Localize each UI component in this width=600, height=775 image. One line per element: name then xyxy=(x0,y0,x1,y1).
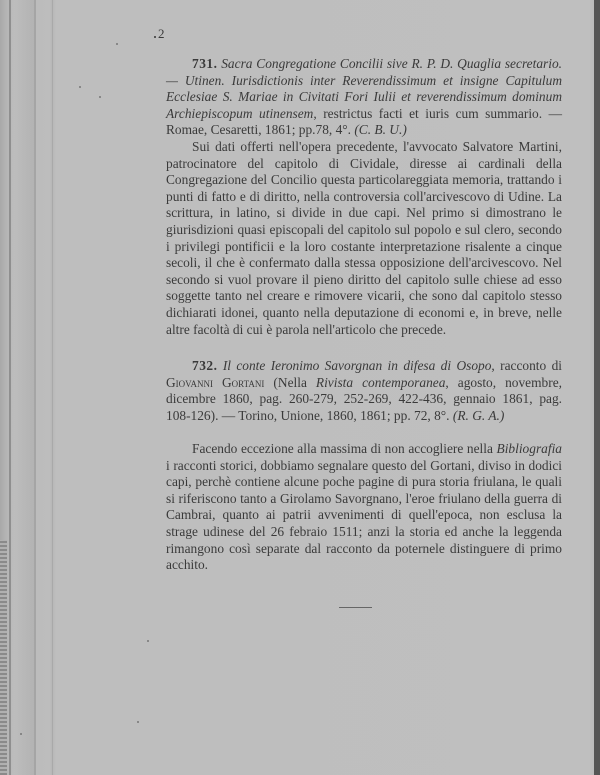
paper-speck xyxy=(20,733,22,735)
entry-title: Sacra Congregatione Concilii sive R. P. D. Quaglia secretario.— Utinen. Iurisdictionis inter Reverendissimum et insigne Capitulum Ecclesiae S. Mariae in Civitati Fori Iulii et reverendissimum dominum Archiepiscopum utinensem xyxy=(166,56,562,121)
ink-dot xyxy=(154,36,156,38)
entry-731-summary xyxy=(166,139,562,338)
entry-title: Il conte Ieronimo Savorgnan in difesa di Osopo xyxy=(222,358,492,373)
summary-text: Sui dati offerti nell'opera precedente, l'avvocato Salvatore Martini, patrocinatore del capitolo di Cividale, diresse ai cardinali della Congregazione del Concilio questa particolareggiata memoria, trattando i punti di fatto e di diritto, nella controversia coll'arcivescovo di Udine. La scrittura, in latino, si divide in due capi. Nel primo si dimostrano le giurisdizioni quasi episcopali del capitolo sul popolo e sul clero, secondo i privilegi pontificii e la loro costante interpretazione risalente a cinque secoli, il che è confermato dalla stessa opposizione dell'arcivescovo. Nel secondo si vuol provare il pieno diritto del capitolo sulle chiese ad esso soggette tanto nel creare e rimovere vicarii, che sono dal capitolo stesso dichiarati idonei, quanto nella deputazione di economi e, in breve, nelle altre facoltà di cui è parola nell'articolo che precede. xyxy=(166,139,562,337)
summary-lead: Facendo eccezione alla massima di non accogliere nella xyxy=(192,441,497,456)
binding-edge xyxy=(0,540,7,775)
summary-text: i racconti storici, dobbiamo segnalare questo del Gortani, diviso in dodici capi, perchè contiene alcune poche pagine di pura storia friulana, le quali si riferiscono tanto a Girolamo Savorgnano, l'eroe friulano della guerra di Cambrai, quanto ai patrii avvenimenti di quell'epoca, non esclusa la strage udinese del 26 febraio 1511; anzi la storia ed anche la leggenda rimangono così separate dal racconto da poternele distinguere di primo acchito. xyxy=(166,457,562,573)
paper-speck xyxy=(147,640,149,642)
entry-number: 732. xyxy=(192,358,218,373)
entry-732-citation xyxy=(166,358,562,424)
end-rule xyxy=(339,607,372,608)
entry-details: , agosto, novembre, dicembre 1860, pag. 260-279, 252-269, 422-436, gennaio 1861, pag. 108-126). — Torino, Unione, 1860, 1861; pp. 72, 8°. xyxy=(166,374,562,423)
entry-journal: Rivista contemporanea xyxy=(315,374,446,390)
entry-siglum: (R. G. A.) xyxy=(452,407,505,423)
entry-732-summary xyxy=(166,441,562,574)
entry-number: 731. xyxy=(192,56,218,71)
page-fold-line xyxy=(34,0,36,775)
entry-details: (Nella xyxy=(264,374,316,390)
page-number-text: 2 xyxy=(158,26,165,41)
entry-details: , racconto di xyxy=(491,358,563,373)
entry-details: , restrictus facti et iuris cum summario. — Romae, Cesaretti, 1861; pp.78, 4°. xyxy=(166,105,562,138)
entry-731-citation xyxy=(166,56,562,139)
entry-siglum: (C. B. U.) xyxy=(354,122,407,138)
page-fold-line xyxy=(52,0,53,775)
paper-speck xyxy=(99,96,101,98)
paper-speck xyxy=(137,721,139,723)
page-number xyxy=(158,26,165,42)
paper-speck xyxy=(79,86,81,88)
paper-speck xyxy=(116,43,118,45)
summary-italic: Bibliografia xyxy=(496,441,562,456)
page-fold-line xyxy=(9,0,11,775)
entry-author: Giovanni Gortani xyxy=(166,374,265,390)
page-right-edge xyxy=(594,0,600,775)
